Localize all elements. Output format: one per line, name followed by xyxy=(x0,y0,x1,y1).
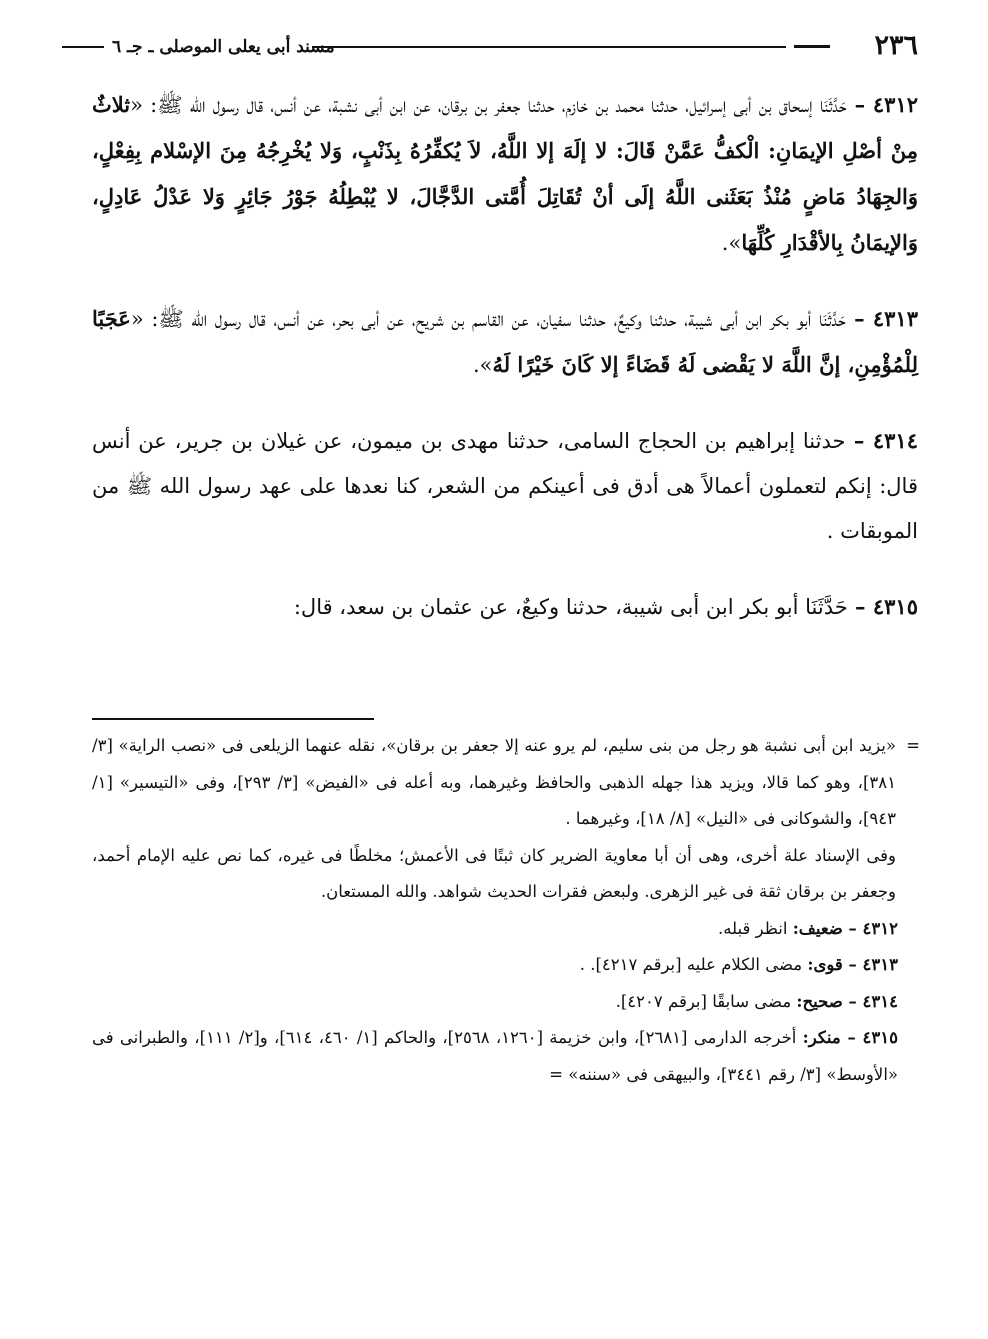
footnote-divider xyxy=(92,718,374,720)
footnote-label: ٤٣١٤ – صحيح: xyxy=(796,991,898,1011)
footnote-item: ٤٣١٢ – ضعيف: انظر قبله. xyxy=(717,918,898,938)
footnote-item: ٤٣١٤ – صحيح: مضى سابقًا [برقم ٤٢٠٧]. xyxy=(615,991,898,1011)
footnote-item: ٤٣١٥ – منكر: أخرجه الدارمى [٢٦٨١]، وابن خزيمة [١٢٦٠، ٢٥٦٨]، والحاكم [١/ ٤٦٠، ٦١٤]، و[٢/ ١١١]، والطبرانى فى «الأوسط» [٣/ رقم ٣٤٤١]، والبيهقى فى «سننه» = xyxy=(92,1028,898,1084)
hadith-paragraph: ٤٣١٤ – حدثنا إبراهيم بن الحجاج السامى، حدثنا مهدى بن ميمون، عن غيلان بن جرير، عن أنس قال: إنكم لتعملون أعمالاً هى أدق فى أعينكم من الشعر، كنا نعدها على عهد رسول الله ﷺ من الموبقات . xyxy=(92,428,918,543)
hadith-chain: حَدَّثَنَا أبو بكر ابن أبى شيبة، حدثنا وكيعٌ، عن عثمان بن سعد، قال: xyxy=(293,595,848,619)
footnote-continuation: وفى الإسناد علة أخرى، وهى أن أبا معاوية الضرير كان ثبتًا فى الأعمش؛ مخلطًا فى غيره، كما نص عليه الإمام أحمد، وجعفر بن برقان ثقة فى غير الزهرى. ولبعض فقرات الحديث شواهد. والله المستعان. xyxy=(92,845,896,901)
hadith-chain: حَدَّثَنَا أبو بكر ابن أبى شيبة، حدثنا وكيعٌ، حدثنا سفيان، عن القاسم بن شريح، عن أبى بحر، عن أنس، قال رسول الله ﷺ: « xyxy=(130,307,846,331)
header-rule xyxy=(312,46,786,48)
hadith-chain: حدثنا إبراهيم بن الحجاج السامى، حدثنا مهدى بن ميمون، عن غيلان بن جرير، عن أنس قال: إنكم لتعملون أعمالاً هى أدق فى أعينكم من الشعر، كنا نعدها على عهد رسول الله ﷺ من الموبقات . xyxy=(92,429,918,543)
hadith-number: ٤٣١٤ xyxy=(872,428,918,453)
hadith-matn: عَجَبًا لِلْمُؤْمِنِ، إنَّ اللَّهَ لا يَقْضى لَهُ قَضَاءً إلا كَانَ خَيْرًا لَهُ xyxy=(92,306,918,377)
footnotes xyxy=(92,728,920,1093)
header-rule xyxy=(794,45,830,48)
footnote-continuation: = «يزيد ابن أبى نشبة هو رجل من بنى سليم، لم يرو عنه إلا جعفر بن برقان»، نقله عنهما الزيلعى فى «نصب الراية» [٣/ ٣٨١]، وهو كما قالا، ويزيد هذا جهله الذهبى والحافظ وغيرهما، وبه أعله فى «الفيض» [٣/ ٢٩٣]، وفى «التيسير» [١/ ٩٤٣]، والشوكانى فى «النيل» [٨/ ١٨]، وغيرهما . xyxy=(92,728,898,838)
hadith-number: ٤٣١٢ xyxy=(872,92,919,117)
footnote-item: ٤٣١٣ – قوى: مضى الكلام عليه [برقم ٤٢١٧]. . xyxy=(579,955,898,974)
page-number: ٢٣٦ xyxy=(874,30,918,61)
hadith-matn: ثلاثٌ مِنْ أصْلِ الإيمَانِ: الْكفُّ عَمَّنْ قَالَ: لا إلَهَ إلا اللَّهُ، لاَ يُكفِّرُهُ بِذَنْبٍ، وَلا يُخْرِجُهُ مِنَ الإسْلام بِفِعْلٍ، وَالجِهَادُ مَاضٍ مُنْذُ بَعَثَنى اللَّهُ إلَى أنْ تُقَاتِلَ أُمَّتى الدَّجَّالَ، لا يُبْطِلُهُ جَوْرُ جَائِرٍ وَلا عَدْلُ عَادِلٍ، وَالإيمَانُ بِالأقْدَارِ كُلِّهَا xyxy=(92,92,918,255)
hadith-paragraph: ٤٣١٢ – حَدَّثَنَا إسحاق بن أبى إسرائيل، حدثنا محمد بن خازم، حدثنا جعفر بن برقان، عن ابن أبى نشبة، عن أنس، قال رسول الله ﷺ: «ثلاثٌ مِنْ أصْلِ الإيمَانِ: الْكفُّ عَمَّنْ قَالَ: لا إلَهَ إلا اللَّهُ، لاَ يُكفِّرُهُ بِذَنْبٍ، وَلا يُخْرِجُهُ مِنَ الإسْلام بِفِعْلٍ، وَالجِهَادُ مَاضٍ مُنْذُ بَعَثَنى اللَّهُ إلَى أنْ تُقَاتِلَ أُمَّتى الدَّجَّالَ، لا يُبْطِلُهُ جَوْرُ جَائِرٍ وَلا عَدْلُ عَادِلٍ، وَالإيمَانُ بِالأقْدَارِ كُلِّهَا». xyxy=(92,92,919,255)
footnote-label: ٤٣١٢ – ضعيف: xyxy=(792,918,898,938)
hadith-end: ». xyxy=(721,231,742,255)
continuation-mark: = xyxy=(549,1064,563,1084)
page-header xyxy=(62,28,918,68)
header-rule xyxy=(62,46,104,48)
hadith-end: ». xyxy=(472,353,493,377)
running-title: مسند أبى يعلى الموصلى ـ جـ ٦ xyxy=(112,37,335,57)
footnote-label: ٤٣١٣ – قوى: xyxy=(807,955,898,974)
hadith-paragraph: ٤٣١٥ – حَدَّثَنَا أبو بكر ابن أبى شيبة، حدثنا وكيعٌ، عن عثمان بن سعد، قال: xyxy=(293,594,918,619)
hadith-paragraph: ٤٣١٣ – حَدَّثَنَا أبو بكر ابن أبى شيبة، حدثنا وكيعٌ، حدثنا سفيان، عن القاسم بن شريح، عن أبى بحر، عن أنس، قال رسول الله ﷺ: «عَجَبًا لِلْمُؤْمِنِ، إنَّ اللَّهَ لا يَقْضى لَهُ قَضَاءً إلا كَانَ خَيْرًا لَهُ». xyxy=(92,306,918,377)
footnote-label: ٤٣١٥ – منكر: xyxy=(802,1028,898,1047)
continuation-mark: = xyxy=(906,736,920,755)
main-text xyxy=(92,82,918,660)
hadith-number: ٤٣١٣ xyxy=(872,306,918,331)
hadith-number: ٤٣١٥ xyxy=(872,594,918,619)
hadith-chain: حَدَّثَنَا إسحاق بن أبى إسرائيل، حدثنا محمد بن خازم، حدثنا جعفر بن برقان، عن ابن أبى نشبة، عن أنس، قال رسول الله ﷺ: « xyxy=(130,93,847,117)
